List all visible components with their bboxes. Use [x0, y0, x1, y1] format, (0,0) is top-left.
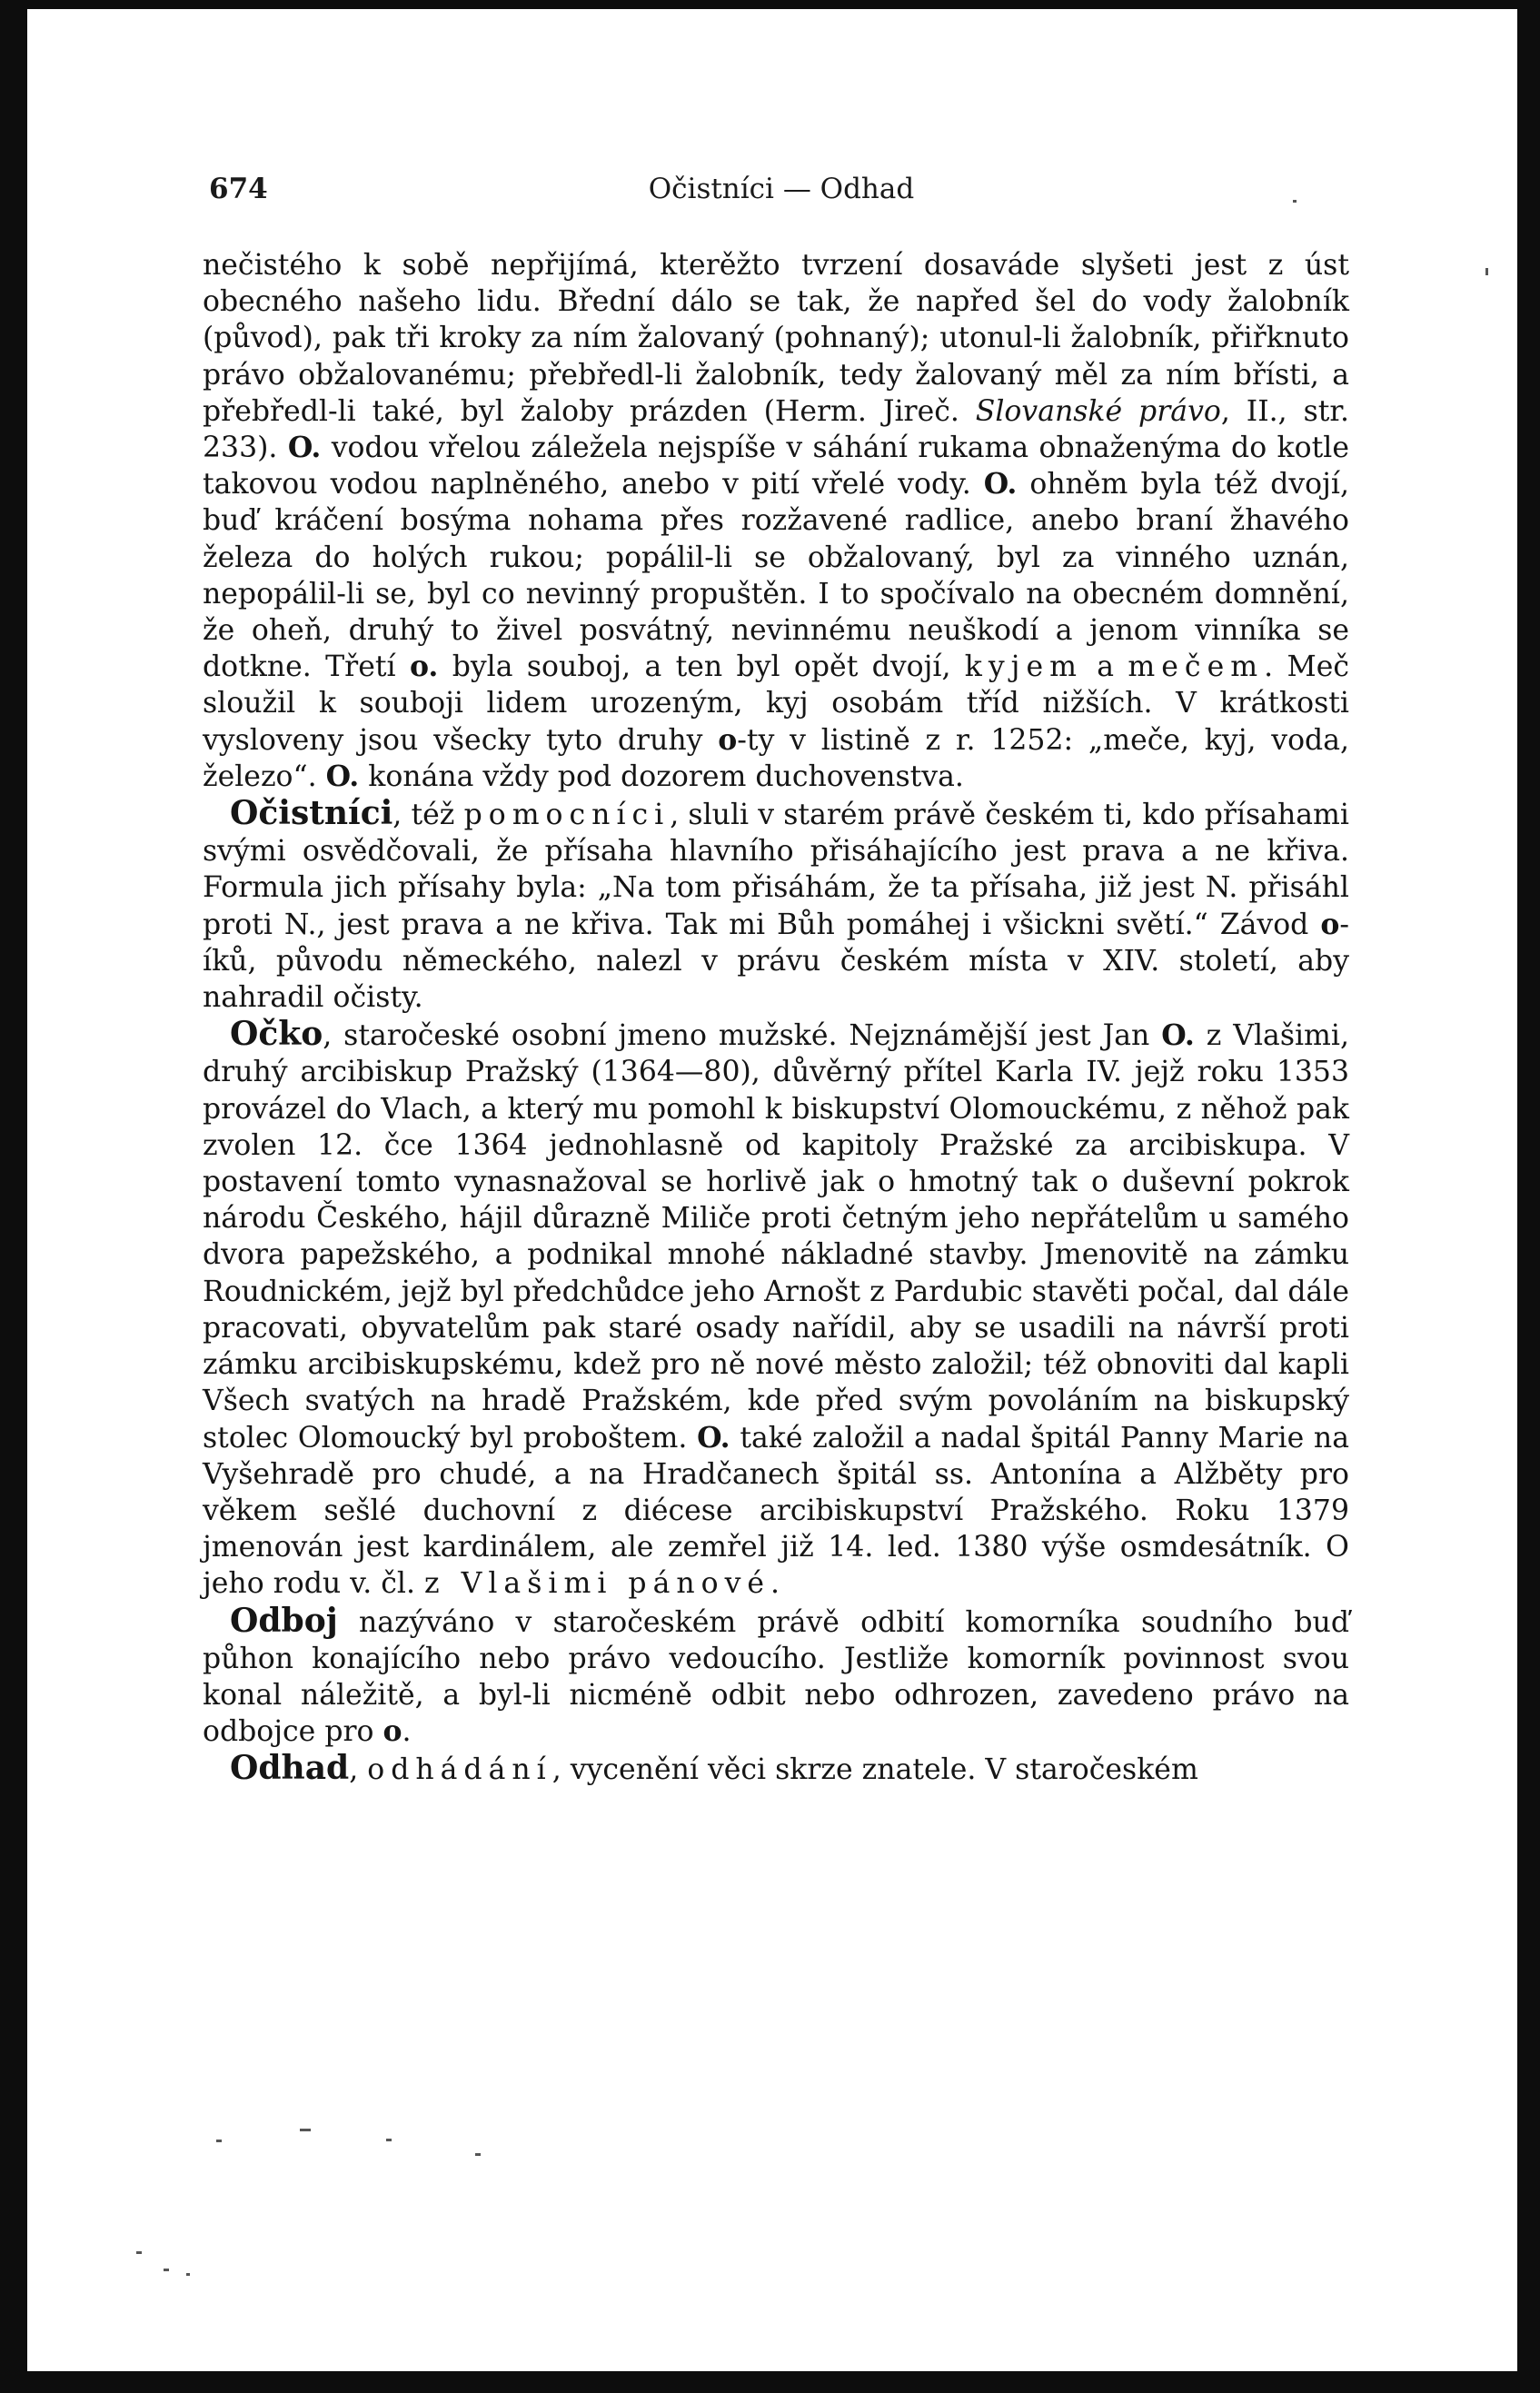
- text-run: byla souboj, a ten byl opět dvojí,: [438, 650, 965, 684]
- abbrev: o: [383, 1714, 402, 1749]
- spaced-term: odhádání: [367, 1753, 552, 1787]
- text-run: .: [402, 1715, 412, 1749]
- speck: [216, 2140, 222, 2142]
- abbrev: O.: [983, 467, 1018, 501]
- text-run: a: [1082, 650, 1128, 684]
- headword: Očko: [230, 1015, 323, 1054]
- text-run: ,: [349, 1753, 368, 1787]
- spaced-term: mečem: [1128, 650, 1265, 684]
- abbrev: O.: [1161, 1018, 1195, 1053]
- abbrev: o: [1320, 907, 1340, 941]
- text-run: , staročeské osobní jmeno mužské. Nejznámější jest Jan: [323, 1019, 1162, 1053]
- speck: [1485, 268, 1488, 275]
- text-run: -ty v listině z r. 1252: „meče, kyj, voda, železo“.: [203, 723, 1349, 793]
- speck: [164, 2269, 169, 2271]
- speck: [186, 2273, 190, 2276]
- speck: [475, 2153, 481, 2156]
- spaced-term: pomocníci: [463, 799, 671, 832]
- text-run: konána vždy pod dozorem duchovenstva.: [359, 760, 964, 793]
- abbrev: O.: [325, 759, 360, 793]
- text-run: z Vlašimi, druhý arcibiskup Pražský (1364—80), důvěrný přítel Karla IV. jejž roku 1353 provázel do Vlach, a který mu pomohl k biskupství Olomouckému, z něhož pak zvolen 12. čce 1364 jednohlasně od kapitoly Pražské za arcibiskupa. V postavení tomto vynasnažoval se horlivě jak o hmotný tak o duševní pokrok národu Českého, hájil důrazně Miliče proti četným jeho nepřátelům u samého dvora papežského, a podnikal mnohé nákladné stavby. Jmenovitě na zámku Roudnickém, jejž byl předchůdce jeho Arnošt z Pardubic stavěti počal, dal dále pracovati, obyvatelům pak staré osady nařídil, aby se usadili na návrší proti zámku arcibiskupskému, kdež pro ně nové město založil; též obnoviti dal kapli Všech svatých na hradě Pražském, kde před svým povoláním na biskupský stolec Olomoucký byl proboštem.: [203, 1019, 1350, 1455]
- headword: Odhad: [230, 1749, 350, 1788]
- text-run: .: [770, 1567, 780, 1601]
- text-run: , též: [392, 799, 464, 832]
- abbrev: O.: [287, 431, 322, 465]
- text-run: , vycenění věci skrze znatele. V staročeském: [551, 1753, 1198, 1787]
- book-title: Slovanské právo: [975, 394, 1221, 428]
- running-title: Očistníci — Odhad: [648, 173, 915, 205]
- text-run: vodou vřelou záležela nejspíše v sáhání rukama obnaženýma do kotle takovou vodou naplněného, anebo v pití vřelé vody.: [203, 432, 1349, 501]
- abbrev: o: [718, 722, 738, 757]
- page-number: 674: [209, 173, 268, 205]
- scan-specks: [27, 9, 1517, 2371]
- spaced-term: kyjem: [964, 650, 1083, 684]
- spaced-term: z Vlašimi pánové: [424, 1567, 771, 1601]
- abbrev: O.: [697, 1420, 730, 1455]
- speck: [386, 2139, 392, 2141]
- headword: Očistníci: [230, 794, 393, 833]
- headword: Odboj: [230, 1601, 338, 1640]
- book-page: [27, 9, 1517, 2371]
- abbrev: o.: [409, 650, 439, 684]
- text-run: , II., str. 233).: [203, 394, 1349, 465]
- speck: [136, 2251, 142, 2254]
- text-run: také založil a nadal špitál Panny Marie na Vyšehradě pro chudé, a na Hradčanech špitál ss. Antonína a Alžběty pro věkem sešlé duchovní z diécese arcibiskupství Pražského. Roku 1379 jmenován jest kardinálem, ale zemřel již 14. led. 1380 výše osmdesátník. O jeho rodu v. čl.: [203, 1421, 1349, 1601]
- text-run: ohněm byla též dvojí, buď kráčení bosýma nohama přes rozžavené radlice, anebo braní žhavého železa do holých rukou; popálil-li se obžalovaný, byl za vinného uznán, nepopálil-li se, byl co nevinný propuštěn. I to spočívalo na obecném domnění, že oheň, druhý to živel posvátný, nevinnému neuškodí a jenom vinníka se dotkne. Třetí: [203, 468, 1349, 684]
- text-run: . Meč sloužil k souboji lidem urozeným, kyj osobám tříd nižších. V krátkosti vysloveny jsou všecky tyto druhy: [203, 650, 1349, 757]
- text-run: , sluli v starém právě českém ti, kdo přísahami svými osvědčovali, že přísaha hlavního přisáhajícího jest prava a ne křiva. Formula jich přísahy byla: „Na tom přisáhám, že ta přísaha, již jest N. přisáhl proti N., jest prava a ne křiva. Tak mi Bůh pomáhej i všickni světí.“ Závod: [203, 799, 1350, 941]
- speck: [1293, 200, 1297, 203]
- text-run: -íků, původu německého, nalezl v právu českém místa v XIV. století, aby nahradil očisty.: [203, 908, 1349, 1015]
- text-run: nečistého k sobě nepřijímá, kterěžto tvrzení dosaváde slyšeti jest z úst obecného našeho lidu. Břední dálo se tak, že napřed šel do vody žalobník (původ), pak tři kroky za ním žalovaný (pohnaný); utonul-li žalobník, přiřknuto právo obžalovanému; přebředl-li žalobník, tedy žalovaný měl za ním břísti, a přebředl-li také, byl žaloby prázden (Herm. Jireč.: [203, 249, 1349, 428]
- speck: [300, 2129, 311, 2131]
- text-run: nazýváno v staročeském právě odbití komorníka soudního buď půhon konajícího nebo právo vedoucího. Jestliže komorník povinnost svou konal náležitě, a byl-li nicméně odbit nebo odhrozen, zavedeno právo na odbojce pro: [203, 1605, 1349, 1749]
